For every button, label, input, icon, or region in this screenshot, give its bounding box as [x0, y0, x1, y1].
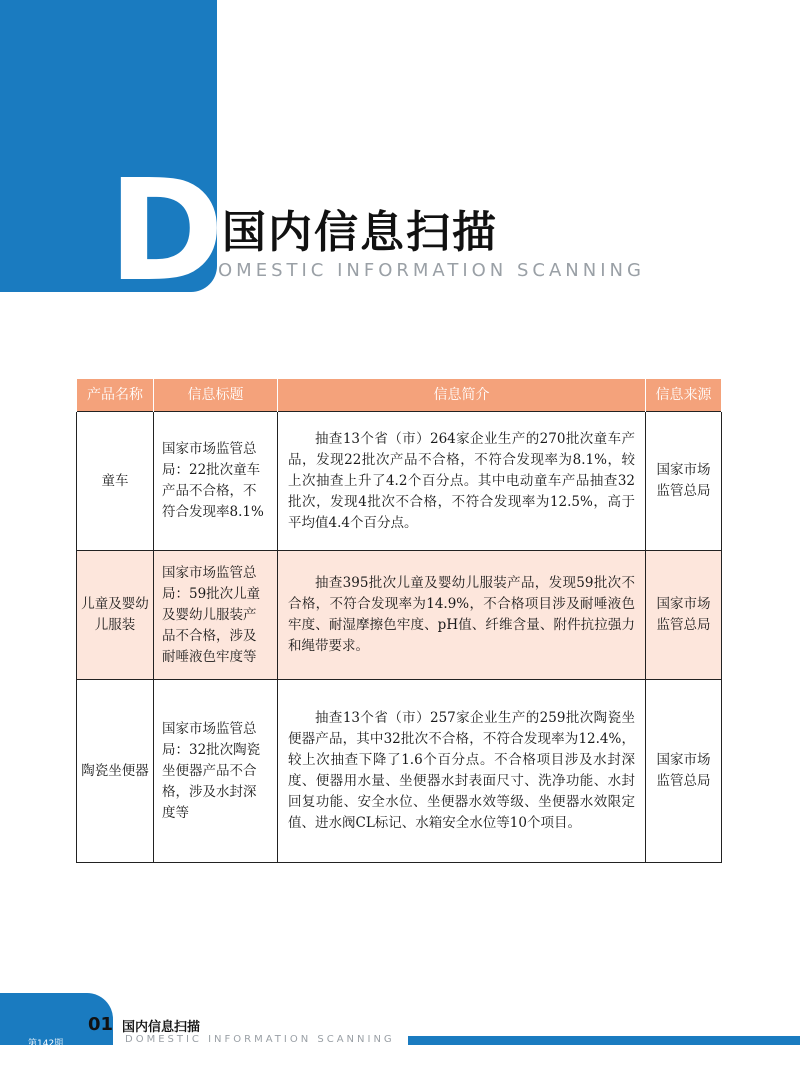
cell-source: 国家市场监管总局 [646, 680, 722, 863]
section-letter: D [108, 150, 225, 313]
header-title: 信息标题 [154, 379, 278, 412]
info-table [76, 379, 722, 863]
cell-summary: 抽查13个省（市）264家企业生产的270批次童车产品，发现22批次产品不合格，不符合发现率为8.1%，较上次抽查上升了4.2个百分点。其中电动童车产品抽查32批次，发现4批次不合格，不符合发现率为12.5%，高于平均值4.4个百分点。 [278, 412, 646, 551]
table-row [77, 412, 722, 551]
section-subtitle-en: OMESTIC INFORMATION SCANNING [218, 260, 645, 281]
footer-blue-bar [408, 1036, 800, 1045]
cell-summary: 抽查395批次儿童及婴幼儿服装产品，发现59批次不合格，不符合发现率为14.9%，不合格项目涉及耐唾液色牢度、耐湿摩擦色牢度、pH值、纤维含量、附件抗拉强力和绳带要求。 [278, 551, 646, 680]
cell-product: 陶瓷坐便器 [77, 680, 154, 863]
cell-source: 国家市场监管总局 [646, 551, 722, 680]
table-row [77, 680, 722, 863]
cell-title: 国家市场监管总局：59批次儿童及婴幼儿服装产品不合格，涉及耐唾液色牢度等 [154, 551, 278, 680]
table-header-row [77, 379, 722, 412]
footer-title: 国内信息扫描 [122, 1020, 201, 1035]
cell-summary: 抽查13个省（市）257家企业生产的259批次陶瓷坐便器产品，其中32批次不合格，不符合发现率为12.4%，较上次抽查下降了1.6个百分点。不合格项目涉及水封深度、便器用水量、坐便器水封表面尺寸、洗净功能、水封回复功能、安全水位、坐便器水效等级、坐便器水效限定值、进水阀CL标记、水箱安全水位等10个项目。 [278, 680, 646, 863]
footer-subtitle-en: DOMESTIC INFORMATION SCANNING [125, 1034, 395, 1045]
cell-source: 国家市场监管总局 [646, 412, 722, 551]
issue-label: 第142期 [28, 1039, 64, 1049]
table-row [77, 551, 722, 680]
cell-title: 国家市场监管总局：22批次童车产品不合格，不符合发现率8.1% [154, 412, 278, 551]
cell-title: 国家市场监管总局：32批次陶瓷坐便器产品不合格，涉及水封深度等 [154, 680, 278, 863]
header-source: 信息来源 [646, 379, 722, 412]
section-title: 国内信息扫描 [222, 207, 498, 258]
cell-product: 童车 [77, 412, 154, 551]
header-product: 产品名称 [77, 379, 154, 412]
cell-product: 儿童及婴幼儿服装 [77, 551, 154, 680]
page-number: 01 [88, 1014, 114, 1035]
header-summary: 信息简介 [278, 379, 646, 412]
